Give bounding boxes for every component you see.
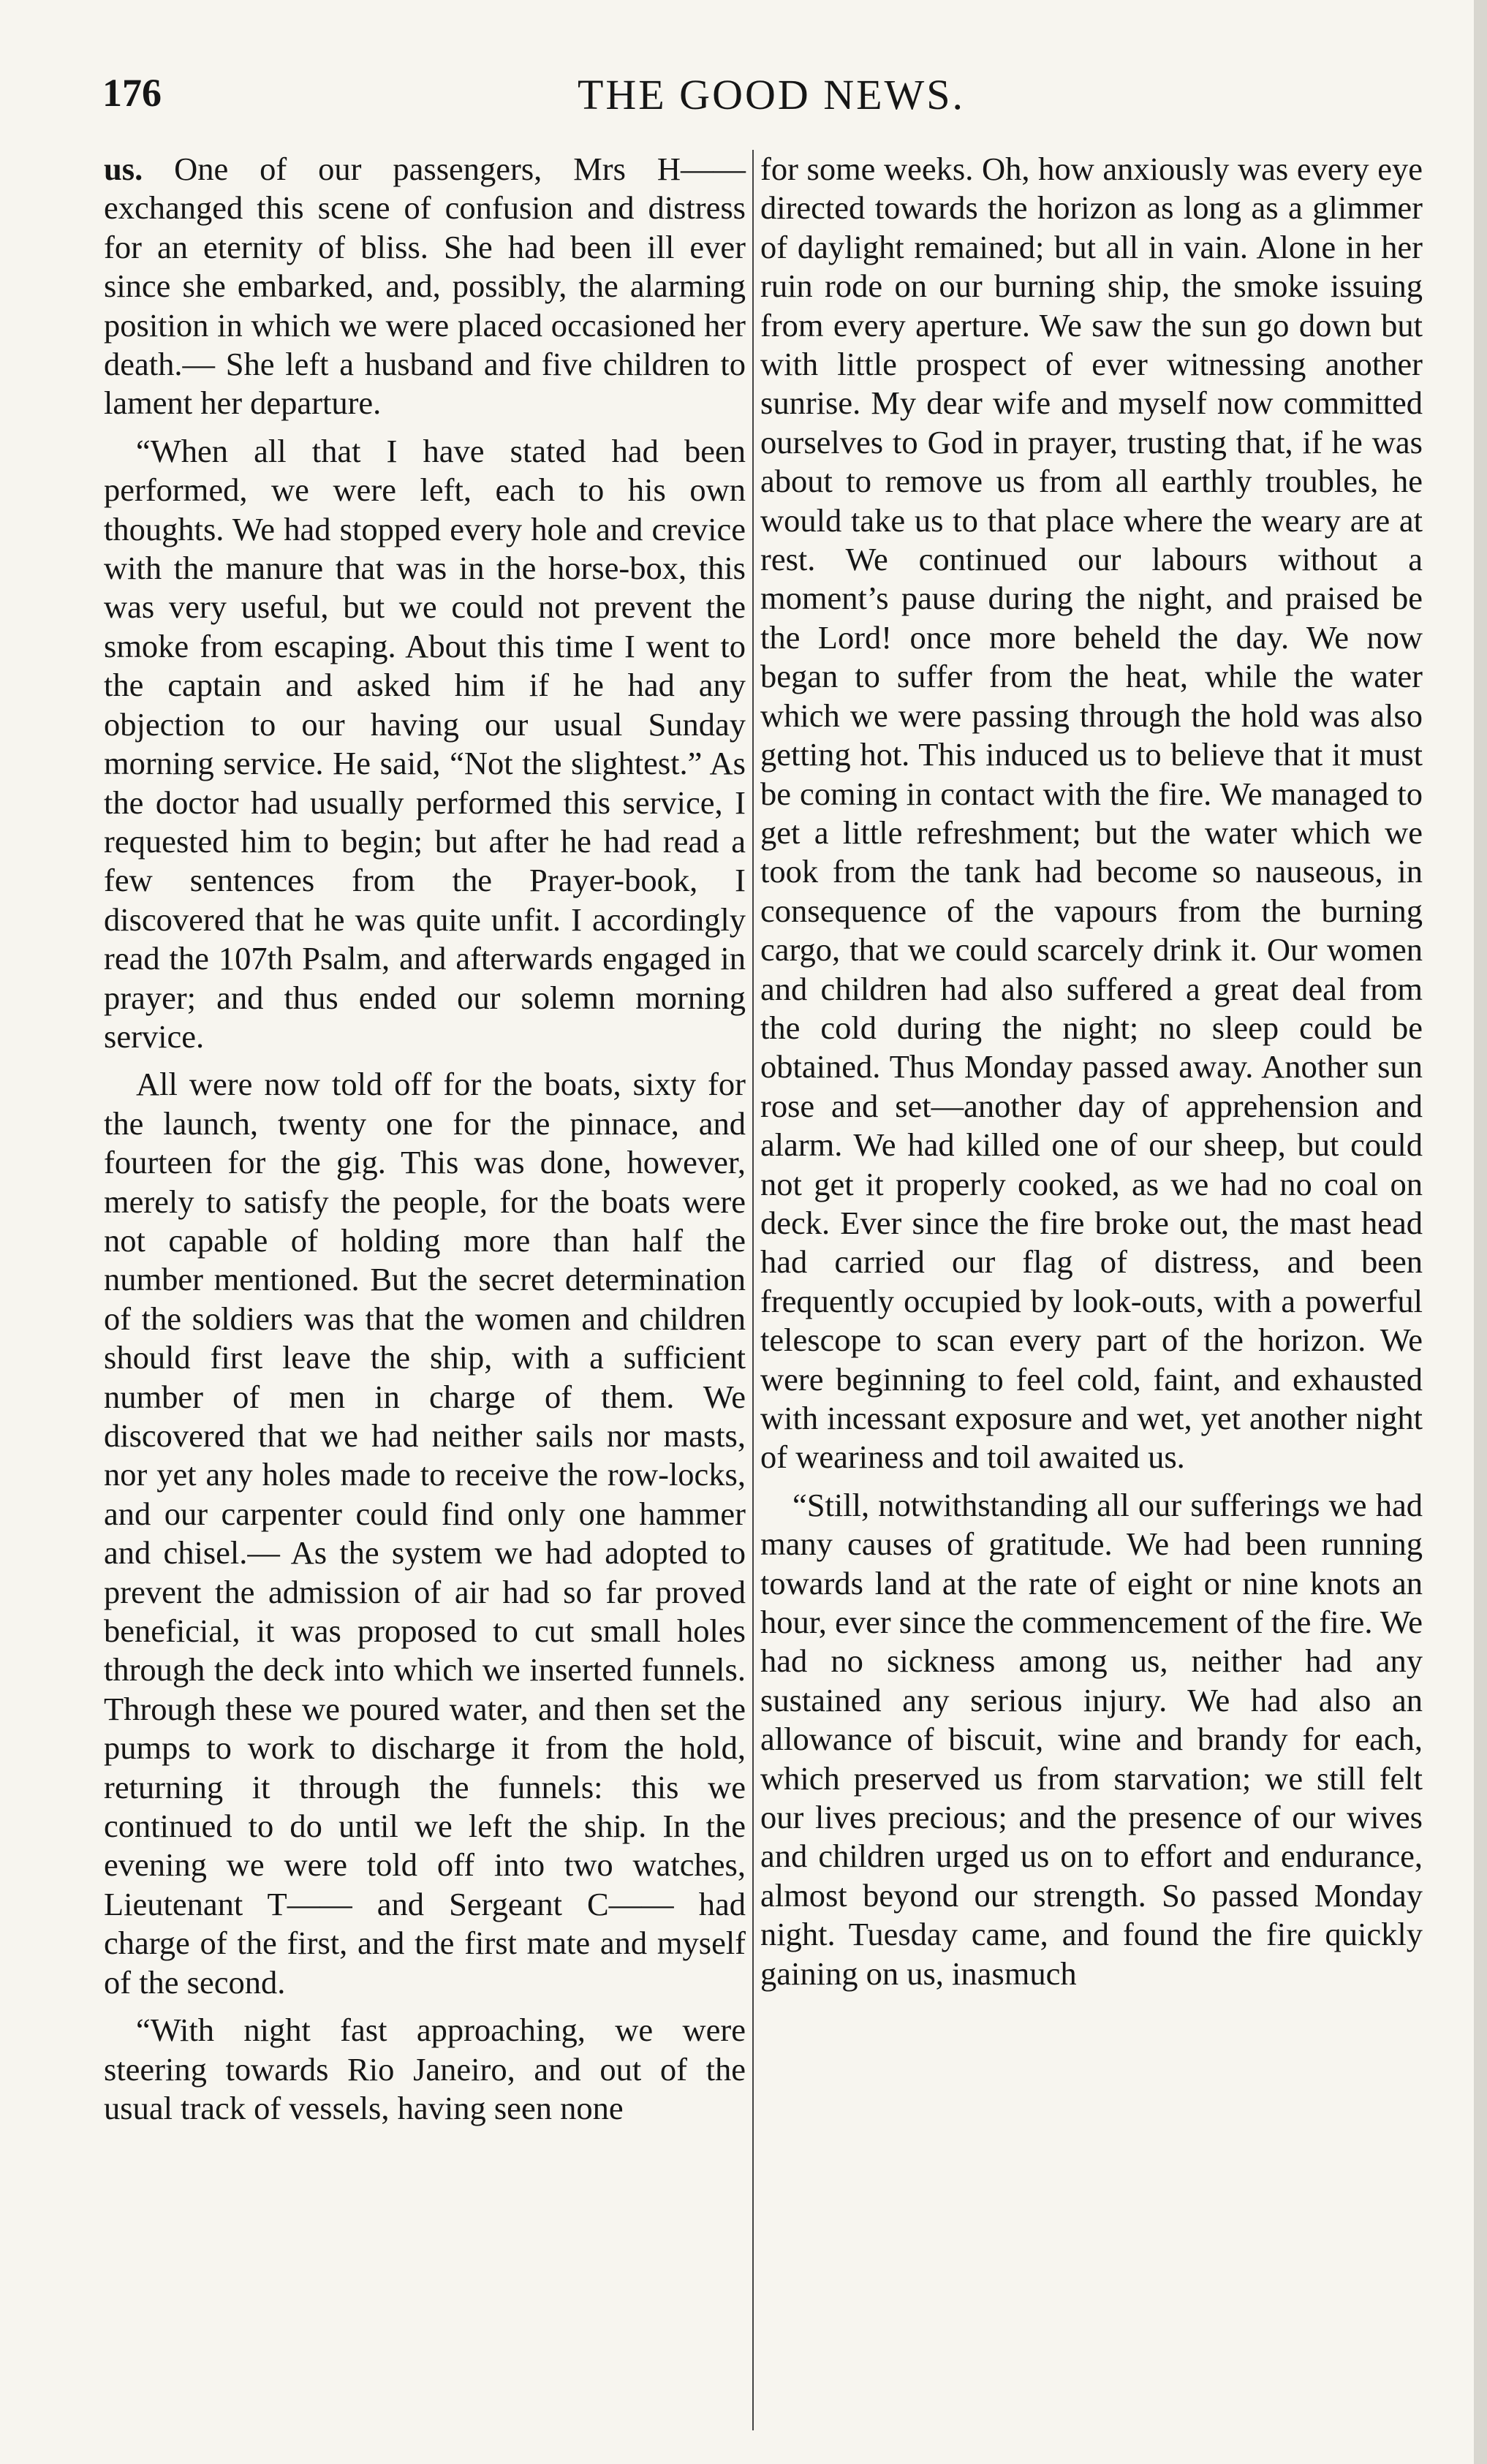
publication-title: THE GOOD NEWS. [577, 71, 966, 118]
paragraph: “When all that I have stated had been performed, we were left, each to his own thoughts. We had stopped every hole and crevice with the manure that was in the horse-box, this was very useful, but we could not prevent the smoke from escaping. About this time I went to the captain and asked him if he had any objection to our having our usual Sunday morning service. He said, “Not the slightest.” As the doctor had usually performed this service, I requested him to begin; but after he had read a few sentences from the Prayer-book, I discovered that he was quite unfit. I accordingly read the 107th Psalm, and afterwards engaged in prayer; and thus ended our solemn morning service. [104, 432, 746, 1055]
paragraph: “Still, notwithstanding all our sufferings we had many causes of gratitude. We had been running towards land at the rate of eight or nine knots an hour, ever since the commencement of the fire. We had no sickness among us, neither had any sustained any serious injury. We had also an allowance of biscuit, wine and brandy for each, which preserved us from starvation; we still felt our lives precious; and the presence of our wives and children urged us on to effort and endurance, almost beyond our strength. So passed Monday night. Tuesday came, and found the fire quickly gaining on us, inasmuch [760, 1486, 1423, 1992]
paragraph: “With night fast approaching, we were steering towards Rio Janeiro, and out of the usual track of vessels, having seen none [104, 2012, 746, 2126]
page-number: 176 [102, 71, 162, 115]
left-column [104, 150, 746, 2128]
right-column [760, 150, 1423, 1993]
paragraph: All were now told off for the boats, sixty for the launch, twenty one for the pinnace, and fourteen for the gig. This was done, however, merely to satisfy the people, for the boats were not capable of holding more than half the number mentioned. But the secret determination of the soldiers was that the women and children should first leave the ship, with a sufficient number of men in charge of them. We discovered that we had neither sails nor masts, nor yet any holes made to receive the row-locks, and our carpenter could find only one hammer and chisel.— As the system we had adopted to prevent the admission of air had so far proved beneficial, it was proposed to cut small holes through the deck into which we inserted funnels. Through these we poured water, and then set the pumps to work to discharge it from the hold, returning it through the funnels: this we continued to do until we left the ship. In the evening we were told off into two watches, Lieutenant T—— and Sergeant C—— had charge of the first, and the first mate and myself of the second. [104, 1066, 746, 2001]
page-header [102, 70, 1440, 121]
paragraph [104, 150, 746, 423]
paragraph-text: One of our passengers, Mrs H—— exchanged this scene of confusion and distress for an eternity of bliss. She had been ill ever since she embarked, and, possibly, the alarming position in which we were placed occasioned her death.— She left a husband and five children to lament her departure. [104, 151, 746, 422]
page-edge [1474, 0, 1487, 2464]
column-divider [752, 150, 754, 2430]
paragraph: for some weeks. Oh, how anxiously was every eye directed towards the horizon as long as a glimmer of daylight remained; but all in vain. Alone in her ruin rode on our burning ship, the smoke issuing from every aperture. We saw the sun go down but with little prospect of ever witnessing another sunrise. My dear wife and myself now committed ourselves to God in prayer, trusting that, if he was about to remove us from all earthly troubles, he would take us to that place where the weary are at rest. We continued our labours without a moment’s pause during the night, and praised be the Lord! once more beheld the day. We now began to suffer from the heat, while the water which we were passing through the hold was also getting hot. This induced us to believe that it must be coming in contact with the fire. We managed to get a little refreshment; but the water which we took from the tank had become so nauseous, in consequence of the vapours from the burning cargo, that we could scarcely drink it. Our women and children had also suffered a great deal from the cold during the night; no sleep could be obtained. Thus Monday passed away. Another sun rose and set—another day of apprehension and alarm. We had killed one of our sheep, but could not get it properly cooked, as we had no coal on deck. Ever since the fire broke out, the mast head had carried our flag of distress, and been frequently occupied by look-outs, with a powerful telescope to scan every part of the horizon. We were beginning to feel cold, faint, and exhausted with incessant exposure and wet, yet another night of weariness and toil awaited us. [760, 151, 1423, 1476]
paragraph-lead: us. [104, 151, 143, 187]
